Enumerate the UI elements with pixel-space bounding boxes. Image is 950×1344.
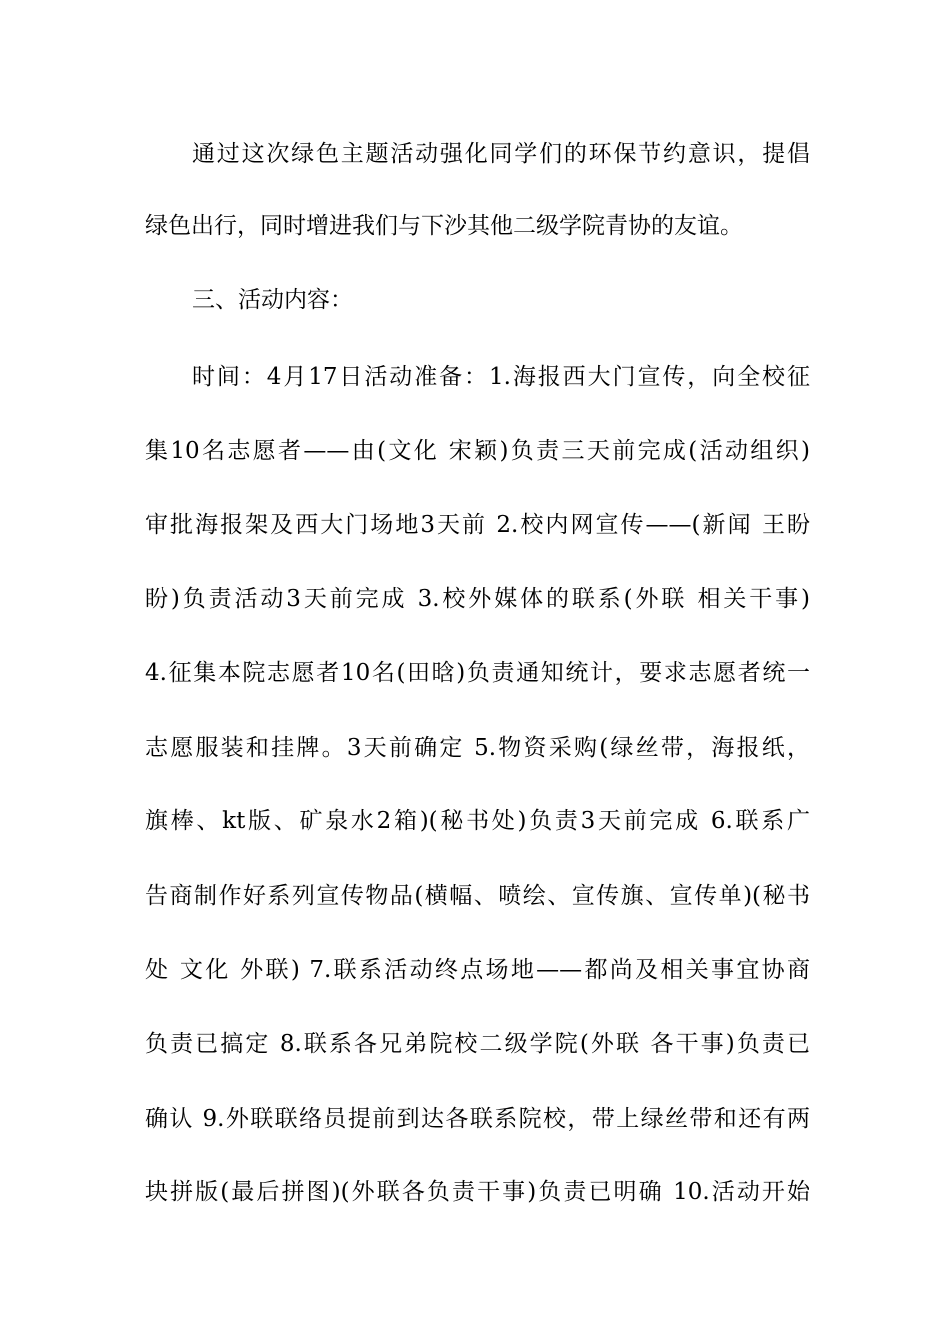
paragraph-line: 集10名志愿者——由(文化 宋颖)负责三天前完成(活动组织) (145, 438, 810, 464)
paragraph-line: 确认 9.外联联络员提前到达各联系院校，带上绿丝带和还有两 (145, 1106, 810, 1132)
paragraph-line: 通过这次绿色主题活动强化同学们的环保节约意识，提倡 (192, 141, 810, 167)
paragraph-line: 负责已搞定 8.联系各兄弟院校二级学院(外联 各干事)负责已 (145, 1031, 810, 1057)
paragraph-line: 告商制作好系列宣传物品(横幅、喷绘、宣传旗、宣传单)(秘书 (145, 883, 810, 909)
paragraph-line: 时间：4月17日活动准备：1.海报西大门宣传，向全校征 (192, 364, 810, 390)
paragraph-line: 绿色出行，同时增进我们与下沙其他二级学院青协的友谊。 (145, 213, 743, 239)
paragraph-line: 盼)负责活动3天前完成 3.校外媒体的联系(外联 相关干事) (145, 586, 810, 612)
paragraph-line: 处 文化 外联) 7.联系活动终点场地——都尚及相关事宜协商 (145, 957, 810, 983)
paragraph-line: 块拼版(最后拼图)(外联各负责干事)负责已明确 10.活动开始 (145, 1179, 810, 1205)
paragraph-line: 审批海报架及西大门场地3天前 2.校内网宣传——(新闻 王盼 (145, 512, 810, 538)
paragraph-line: 志愿服装和挂牌。3天前确定 5.物资采购(绿丝带，海报纸， (145, 735, 810, 761)
section-heading: 三、活动内容： (192, 287, 353, 313)
paragraph-line: 4.征集本院志愿者10名(田晗)负责通知统计，要求志愿者统一 (145, 660, 810, 686)
paragraph-line: 旗棒、kt版、矿泉水2箱)(秘书处)负责3天前完成 6.联系广 (145, 808, 810, 834)
